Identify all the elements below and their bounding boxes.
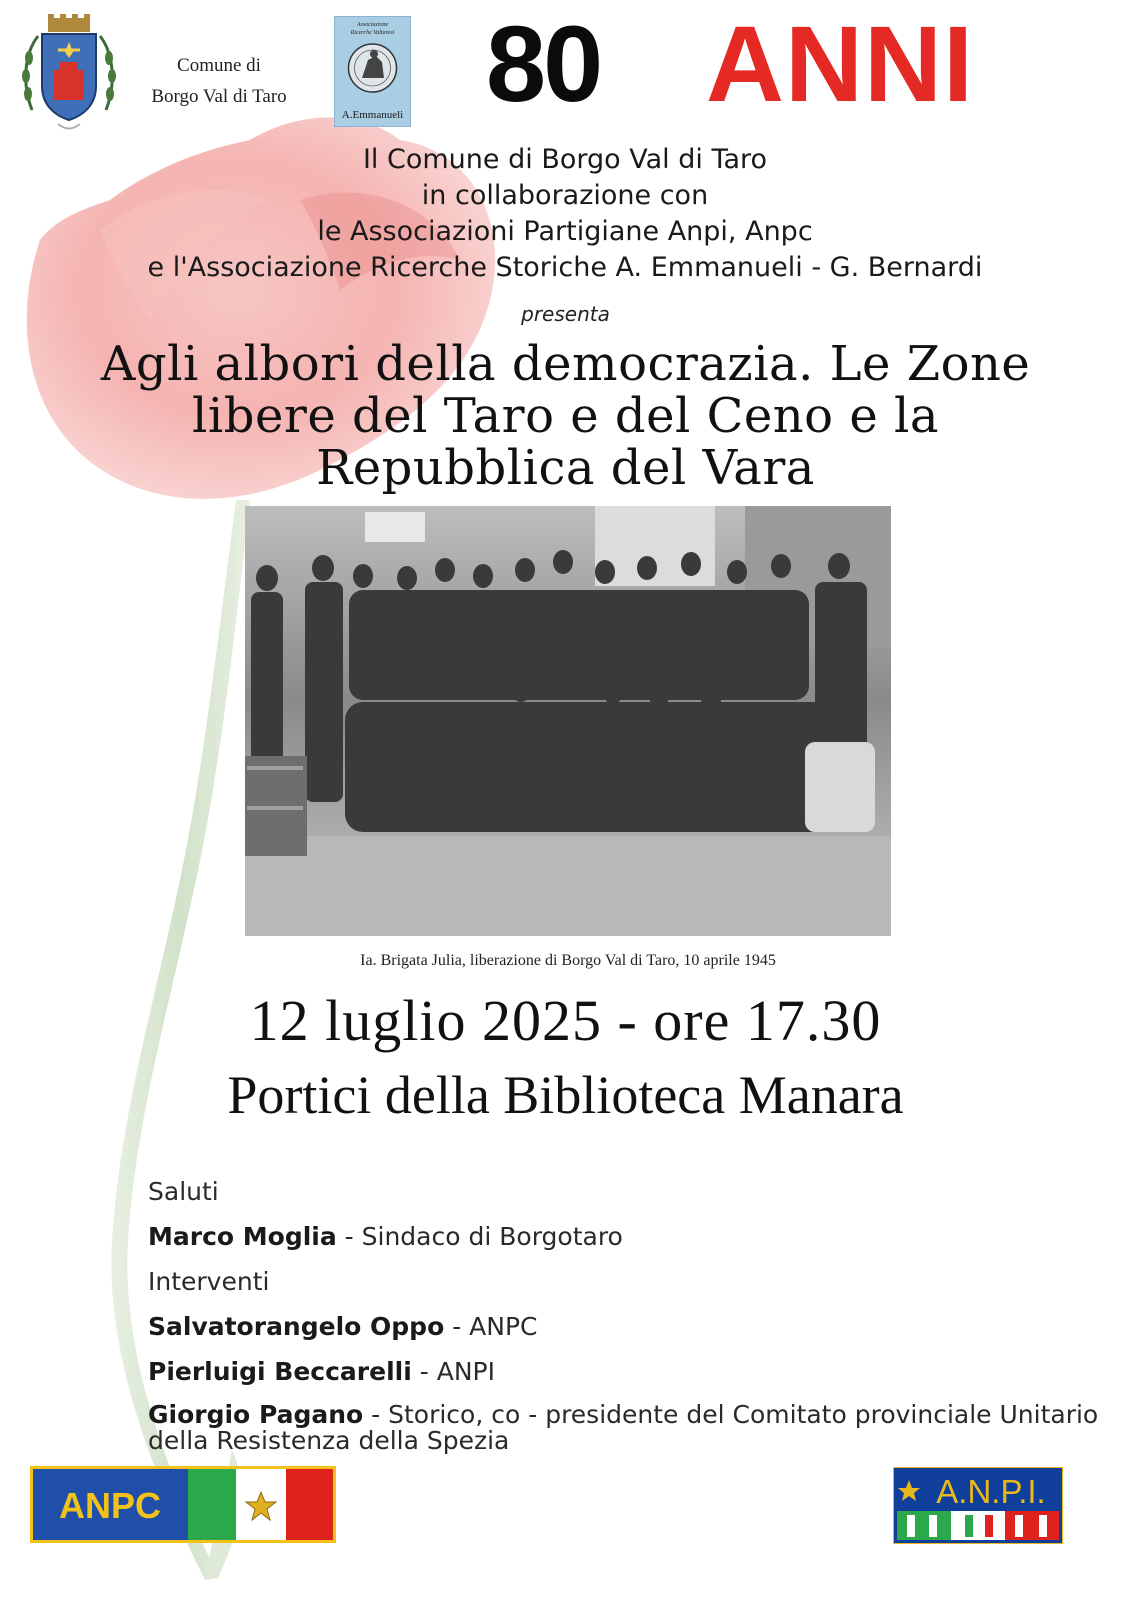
comune-name-line1: Comune di xyxy=(177,55,261,76)
speaker-role: - Sindaco di Borgotaro xyxy=(336,1222,623,1251)
anniversary-number: 80 xyxy=(486,3,601,124)
intro-line4: e l'Associazione Ricerche Storiche A. Emmanueli - G. Bernardi xyxy=(147,252,983,283)
assoc-logo-line2: Ricerche Valtaresi xyxy=(350,30,395,36)
event-title-line1: Agli albori della democrazia. Le Zone xyxy=(100,336,1031,392)
speaker-name: Marco Moglia xyxy=(148,1222,337,1251)
intro-line3: le Associazioni Partigiane Anpi, Anpc xyxy=(317,216,813,247)
speaker-name: Giorgio Pagano xyxy=(148,1400,364,1429)
association-logo xyxy=(334,16,411,127)
photo-caption: Ia. Brigata Julia, liberazione di Borgo Val di Taro, 10 aprile 1945 xyxy=(360,952,776,969)
comune-crest-logo xyxy=(18,14,120,132)
program-speaker-row xyxy=(148,1397,1108,1455)
speaker-role: - ANPC xyxy=(444,1312,538,1341)
program-speaker-row xyxy=(148,1307,1108,1352)
intro-line2: in collaborazione con xyxy=(421,180,709,211)
anniversary-word: ANNI xyxy=(706,3,974,124)
intro-text xyxy=(40,142,1090,286)
program-interventi-label: Interventi xyxy=(148,1267,270,1296)
speaker-role: - ANPI xyxy=(411,1357,495,1386)
speaker-name: Salvatorangelo Oppo xyxy=(148,1312,445,1341)
event-title-line2: libere del Taro e del Ceno e la xyxy=(192,388,939,444)
speaker-role: - Storico, co - presidente del Comitato provinciale Unitario della Resistenza della Spezia xyxy=(148,1400,1099,1455)
anpc-label: ANPC xyxy=(58,1485,162,1526)
event-title xyxy=(10,338,1121,494)
speaker-name: Pierluigi Beccarelli xyxy=(148,1357,412,1386)
intro-line1: Il Comune di Borgo Val di Taro xyxy=(362,144,768,175)
anpc-logo xyxy=(30,1466,336,1543)
anpi-logo xyxy=(893,1467,1063,1544)
group-photo-image xyxy=(245,506,891,936)
program-list xyxy=(148,1172,1108,1455)
assoc-logo-line1: Associazione xyxy=(356,22,389,28)
historical-photo xyxy=(245,506,891,976)
comune-name xyxy=(130,50,308,112)
program-saluti-label: Saluti xyxy=(148,1177,219,1206)
comune-name-line2: Borgo Val di Taro xyxy=(151,86,287,107)
program-speaker-row xyxy=(148,1352,1108,1397)
event-location: Portici della Biblioteca Manara xyxy=(227,1065,904,1125)
assoc-logo-name: A.Emmanueli xyxy=(341,109,404,121)
event-title-line3: Repubblica del Vara xyxy=(316,440,815,496)
event-date-time: 12 luglio 2025 - ore 17.30 xyxy=(249,988,882,1053)
anpi-label: A.N.P.I. xyxy=(936,1473,1046,1510)
program-speaker-row xyxy=(148,1217,1108,1262)
presenta-label: presenta xyxy=(521,302,610,326)
